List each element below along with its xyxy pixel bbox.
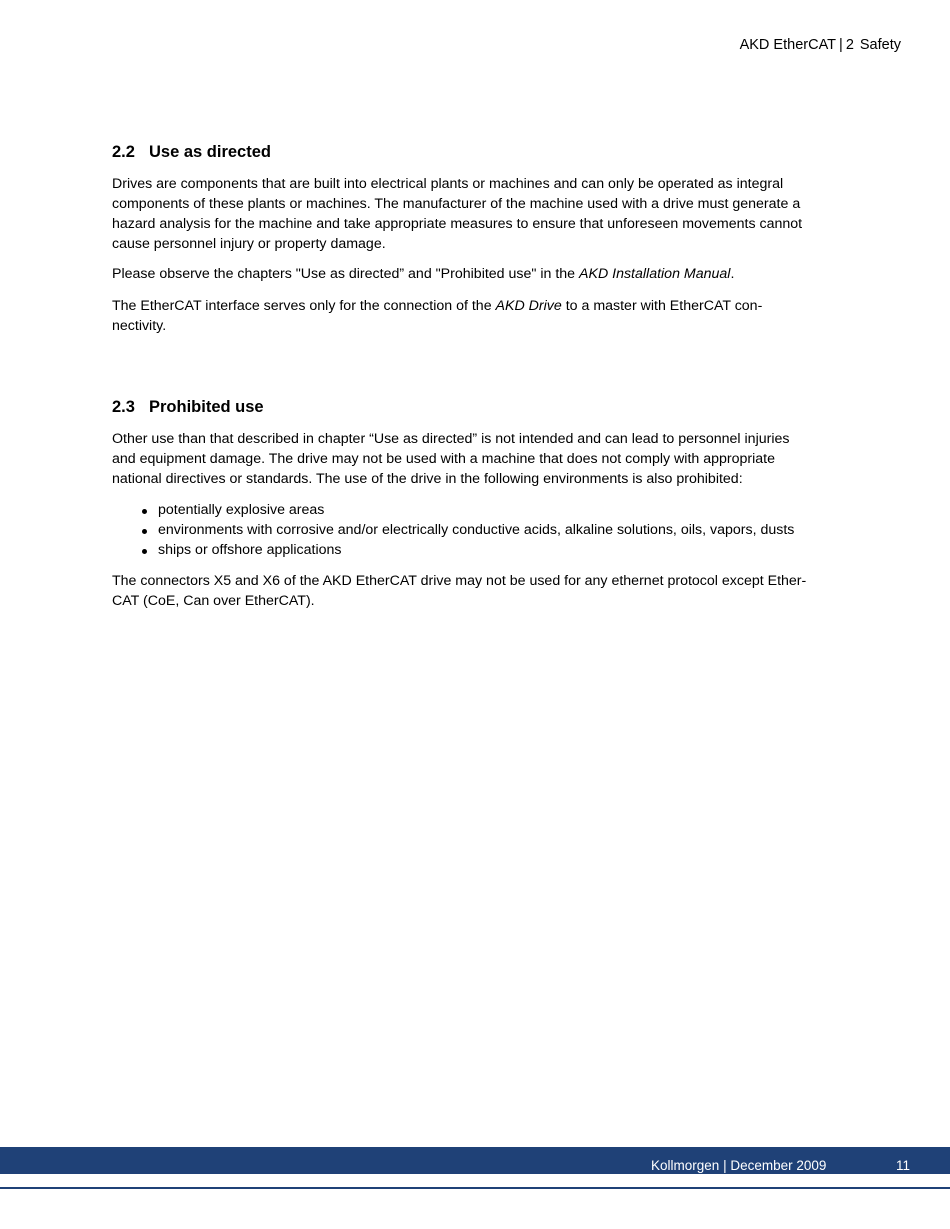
list-item: [112, 520, 794, 540]
bullet-icon: [142, 509, 147, 514]
footer-publisher: Kollmorgen: [651, 1158, 720, 1173]
list-item-text: potentially explosive areas: [158, 502, 325, 518]
paragraph-line: The connectors X5 and X6 of the AKD EtherCAT drive may not be used for any ethernet protocol except Ether-: [112, 573, 807, 589]
footer-date: December 2009: [730, 1158, 827, 1173]
paragraph-line: [112, 264, 852, 284]
paragraph-drives-components: [112, 174, 852, 254]
paragraph-other-use: [112, 429, 852, 489]
section-heading-prohibited-use: [112, 397, 264, 417]
section-heading-use-as-directed: [112, 142, 271, 162]
paragraph-line: Other use than that described in chapter “Use as directed” is not intended and can lead to personnel injuries: [112, 431, 790, 447]
paragraph-line: hazard analysis for the machine and take appropriate measures to ensure that unforeseen movements cannot: [112, 216, 803, 232]
bullet-icon: [142, 529, 147, 534]
paragraph-line: CAT (CoE, Can over EtherCAT).: [112, 593, 315, 609]
header-chapter-title: Safety: [859, 37, 901, 53]
paragraph-connectors: [112, 571, 852, 611]
manual-reference: AKD Installation Manual: [579, 266, 731, 282]
paragraph-line: cause personnel injury or property damage.: [112, 236, 386, 252]
paragraph-line: Drives are components that are built into electrical plants or machines and can only be operated as integral: [112, 176, 784, 192]
footer-credit: [651, 1158, 826, 1173]
text-run: The EtherCAT interface serves only for the connection of the: [112, 298, 496, 314]
text-run: to a master with EtherCAT con-: [561, 298, 763, 314]
product-reference: AKD Drive: [495, 298, 562, 314]
paragraph-observe-chapters: [112, 264, 852, 284]
paragraph-line: nectivity.: [112, 318, 167, 334]
header-doc-title: AKD EtherCAT: [739, 37, 837, 53]
footer-separator: |: [723, 1158, 727, 1173]
paragraph-line: and equipment damage. The drive may not be used with a machine that does not comply with appropriate: [112, 451, 776, 467]
section-title: Prohibited use: [149, 398, 264, 416]
text-run: .: [730, 266, 735, 282]
list-item-text: environments with corrosive and/or electrically conductive acids, alkaline solutions, oils, vapors, dusts: [158, 522, 795, 538]
footer-rule: [0, 1187, 950, 1189]
section-number: 2.2: [112, 143, 135, 161]
text-run: Please observe the chapters "Use as directed” and "Prohibited use" in the: [112, 266, 580, 282]
list-item: [112, 540, 794, 560]
header-chapter-number: 2: [845, 37, 854, 53]
paragraph-line: components of these plants or machines. The manufacturer of the machine used with a drive must generate a: [112, 196, 801, 212]
page-number: 11: [896, 1158, 911, 1173]
section-title: Use as directed: [149, 143, 271, 161]
running-header: [740, 37, 901, 53]
list-item-text: ships or offshore applications: [158, 542, 342, 558]
paragraph-line: [112, 296, 852, 316]
paragraph-ethercat-interface: [112, 296, 852, 336]
paragraph-line: national directives or standards. The use of the drive in the following environments is also prohibited:: [112, 471, 743, 487]
header-separator: |: [839, 37, 843, 53]
list-item: [112, 500, 794, 520]
prohibited-environments-list: [112, 500, 794, 560]
section-number: 2.3: [112, 398, 135, 416]
bullet-icon: [142, 549, 147, 554]
